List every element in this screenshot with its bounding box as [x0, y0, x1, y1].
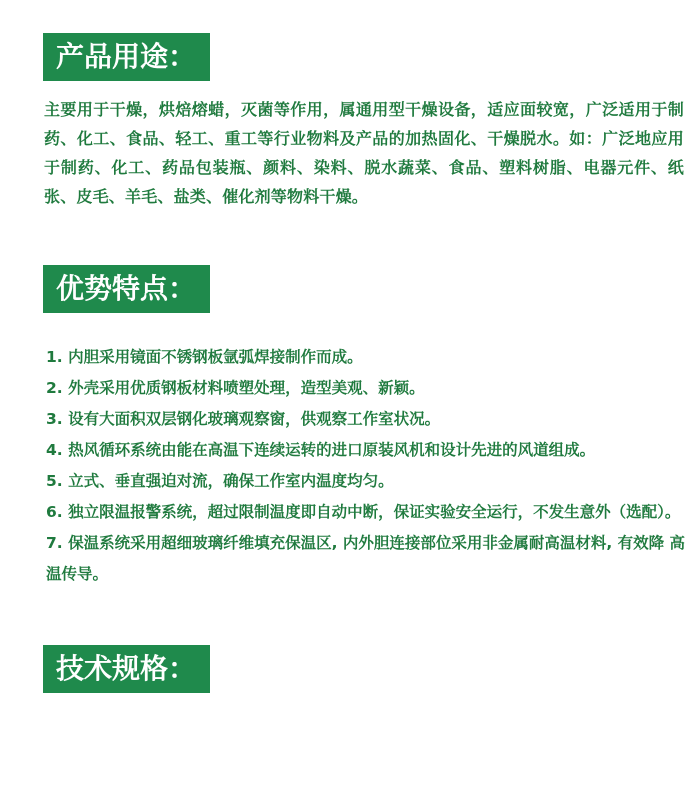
advantage-item-3: 3. 设有大面积双层钢化玻璃观察窗，供观察工作室状况。	[46, 410, 441, 428]
advantage-item-1: 1. 内胆采用镜面不锈钢板氩弧焊接制作而成。	[46, 348, 363, 366]
section-header-advantages: 优势特点：	[43, 265, 210, 313]
advantages-list	[46, 342, 688, 590]
section-header-specs: 技术规格：	[43, 645, 210, 693]
section-header-usage: 产品用途：	[43, 33, 210, 81]
usage-description: 主要用于干燥，烘焙熔蜡，灭菌等作用，属通用型干燥设备，适应面较宽，广泛适用于制药、化工、食品、轻工、重工等行业物料及产品的加热固化、干燥脱水。如：广泛地应用于制药、化工、药品包装瓶、颜料、染料、脱水蔬菜、食品、塑料树脂、电器元件、纸张、皮毛、羊毛、盐类、催化剂等物料干燥。	[44, 100, 684, 206]
advantage-item-2: 2. 外壳采用优质钢板材料喷塑处理，造型美观、新颖。	[46, 379, 425, 397]
advantage-item-4: 4. 热风循环系统由能在高温下连续运转的进口原装风机和设计先进的风道组成。	[46, 441, 596, 459]
advantage-item-7: 7. 保温系统采用超细玻璃纤维填充保温区, 内外胆连接部位采用非金属耐高温材料, 有效降 高温传导。	[46, 534, 686, 583]
advantage-item-5: 5. 立式、垂直强迫对流，确保工作室内温度均匀。	[46, 472, 394, 490]
advantage-item-6: 6. 独立限温报警系统，超过限制温度即自动中断，保证实验安全运行，不发生意外（选配）。	[46, 503, 681, 521]
